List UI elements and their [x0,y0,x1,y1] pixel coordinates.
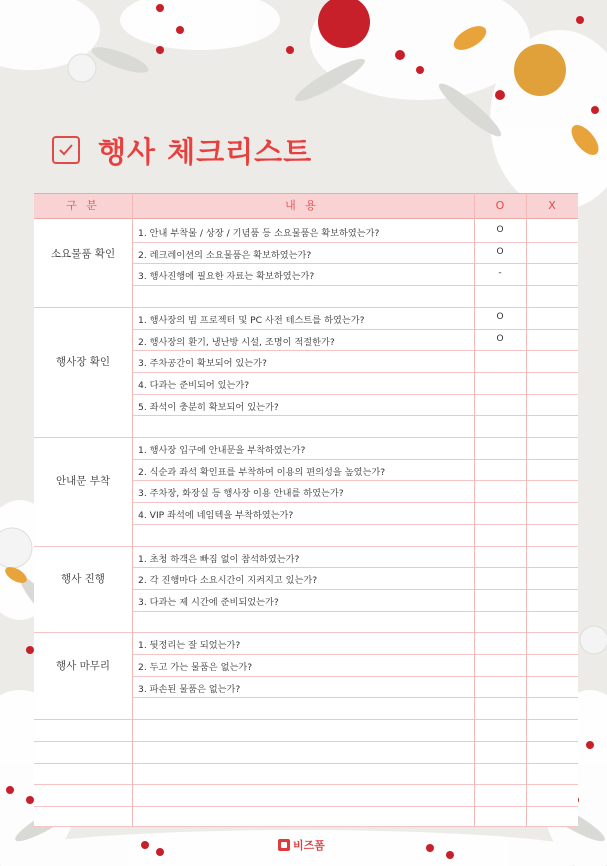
row-divider [132,415,578,416]
checklist-item-text: 1. 행사장의 빔 프로젝터 및 PC 사전 테스트를 하였는가? [138,314,365,326]
row-divider [132,372,578,373]
row-divider [34,741,578,742]
checklist-item-text: 2. 두고 가는 물품은 없는가? [138,662,253,673]
checklist-item-text: 2. 레크레이션의 소요물품은 확보하였는가? [138,249,312,261]
page-title: 행사 체크리스트 [98,134,313,169]
row-divider [34,546,578,547]
header-o: O [495,199,505,212]
logo-text: 비즈폼 [293,839,325,852]
header-category: 구 분 [66,199,100,212]
row-divider [34,763,578,764]
section-category-label: 행사 진행 [61,573,105,586]
checklist-item-text: 2. 식순과 좌석 확인표를 부착하여 이용의 편의성을 높였는가? [138,466,386,478]
row-divider [132,524,578,525]
row-divider [34,806,578,807]
title-block [52,130,312,170]
row-divider [34,437,578,438]
row-divider [132,567,578,568]
checklist-item-text: 4. VIP 좌석에 네임텍을 부착하였는가? [138,510,294,522]
checklist-item-text: 1. 안내 부착물 / 상장 / 기념품 등 소요물품은 확보하였는가? [138,228,380,239]
row-divider [34,632,578,633]
checklist-item-text: 3. 주차공간이 확보되어 있는가? [138,358,267,370]
checkbox-icon [52,136,80,164]
checklist-item-o-mark: O [496,225,504,235]
row-divider [34,719,578,720]
checklist-item-text: 5. 좌석이 충분히 확보되어 있는가? [138,401,279,413]
checklist-item-text: 3. 행사진행에 필요한 자료는 확보하였는가? [138,271,315,283]
table-header [34,193,578,219]
header-content: 내 용 [285,199,319,212]
checklist-item-o-mark: O [496,311,504,322]
section-category-label: 행사장 확인 [55,356,111,369]
logo-icon [278,839,290,851]
table-bottom-border [34,826,578,827]
checklist-table [34,193,578,827]
row-divider [132,654,578,655]
row-divider [132,394,578,395]
row-divider [34,784,578,785]
checklist-item-text: 3. 파손된 물품은 없는가? [138,683,241,695]
section-category-label: 행사 마무리 [55,659,111,672]
section-category-label: 안내문 부착 [55,475,111,488]
section-category-label: 소요물품 확인 [50,247,116,260]
row-divider [132,611,578,612]
row-divider [132,242,578,243]
row-divider [132,589,578,590]
checklist-item-text: 2. 행사장의 환기, 냉난방 시설, 조명이 적절한가? [138,336,335,348]
row-divider [34,307,578,308]
checklist-item-text: 1. 뒷정리는 잘 되었는가? [138,640,241,652]
column-divider [132,193,133,827]
row-divider [132,329,578,330]
row-divider [132,285,578,286]
checklist-item-o-mark: O [496,333,504,344]
checklist-item-o-mark: - [498,268,502,279]
checklist-item-text: 2. 각 진행마다 소요시간이 지켜지고 있는가? [138,575,318,587]
checklist-item-text: 1. 행사장 입구에 안내문을 부착하였는가? [138,445,306,456]
row-divider [132,676,578,677]
header-x: X [548,199,556,212]
row-divider [132,263,578,264]
checklist-item-text: 1. 초청 하객은 빠짐 없이 참석하였는가? [138,553,300,565]
column-divider [526,193,527,827]
row-divider [132,480,578,481]
bizforms-logo [278,837,325,853]
row-divider [132,350,578,351]
row-divider [132,502,578,503]
checklist-item-text: 3. 다과는 제 시간에 준비되었는가? [138,596,279,608]
checklist-item-o-mark: O [496,246,504,257]
row-divider [132,459,578,460]
checklist-item-text: 4. 다과는 준비되어 있는가? [138,379,250,391]
row-divider [132,697,578,698]
column-divider [474,193,475,827]
checklist-item-text: 3. 주차장, 화장실 등 행사장 이용 안내를 하였는가? [138,488,344,500]
